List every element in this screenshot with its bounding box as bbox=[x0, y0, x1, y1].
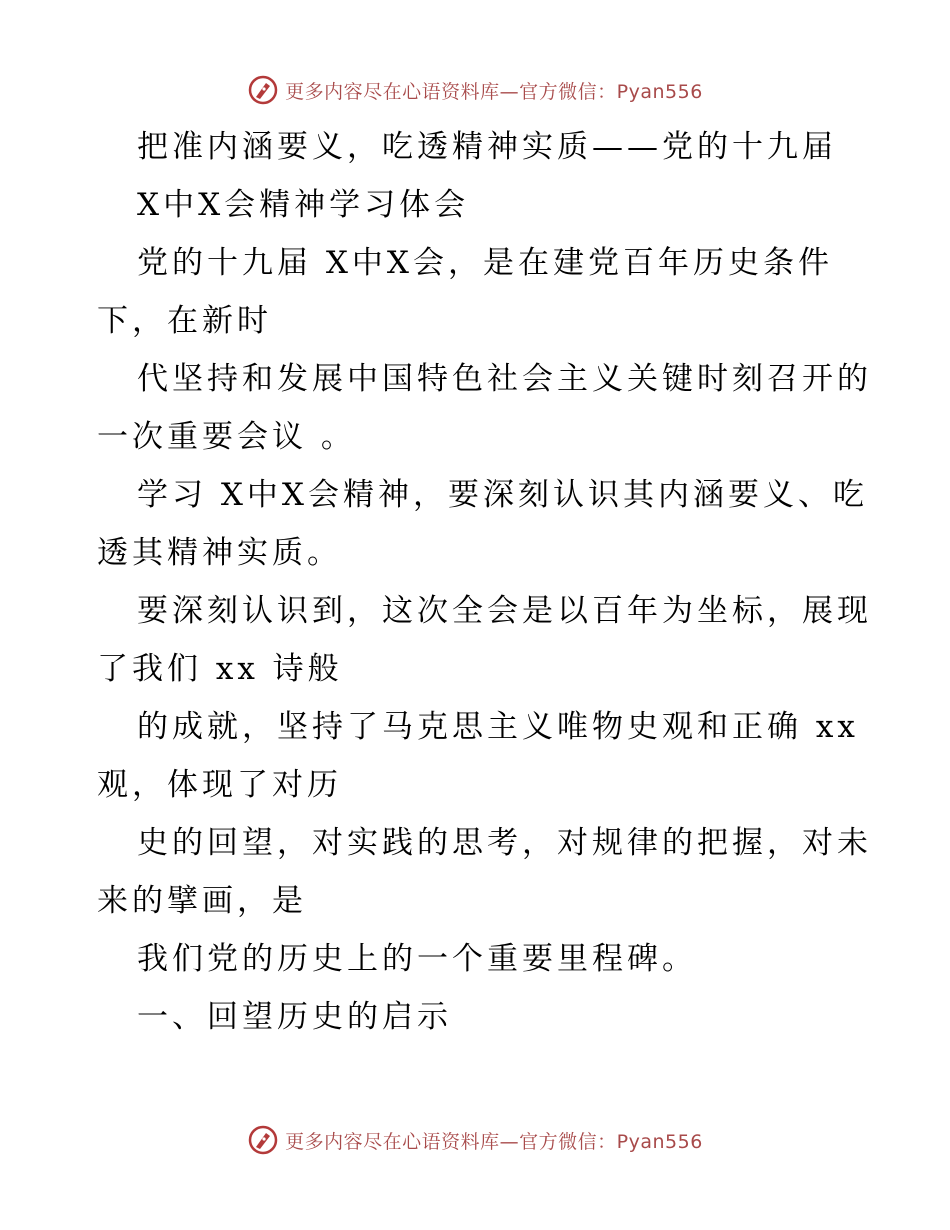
paragraph-line: 来的擘画，是 bbox=[97, 883, 307, 919]
header-watermark bbox=[0, 70, 950, 110]
title-line-1: 把准内涵要义，吃透精神实质——党的十九届 bbox=[137, 129, 837, 165]
paragraph-line: 党的十九届 X中X会，是在建党百年历史条件 bbox=[137, 245, 833, 281]
footer-watermark bbox=[0, 1120, 950, 1160]
paragraph-line: 要深刻认识到，这次全会是以百年为坐标，展现 bbox=[137, 593, 872, 629]
paragraph-line: 史的回望，对实践的思考，对规律的把握，对未 bbox=[137, 825, 872, 861]
watermark-text: 更多内容尽在心语资料库—官方微信：Pyan556 bbox=[285, 80, 703, 103]
title-line-2: X中X会精神学习体会 bbox=[137, 187, 470, 223]
document-body bbox=[97, 118, 897, 1046]
pen-nib-logo-icon bbox=[247, 74, 279, 106]
paragraph-line: 下，在新时 bbox=[97, 303, 272, 339]
paragraph-line: 学习 X中X会精神，要深刻认识其内涵要义、吃 bbox=[137, 477, 868, 513]
section-heading: 一、回望历史的启示 bbox=[137, 999, 452, 1035]
paragraph-line: 观，体现了对历 bbox=[97, 767, 342, 803]
paragraph-line: 一次重要会议 。 bbox=[97, 419, 356, 455]
paragraph-line: 代坚持和发展中国特色社会主义关键时刻召开的 bbox=[137, 361, 872, 397]
paragraph-line: 透其精神实质。 bbox=[97, 535, 342, 571]
watermark-text: 更多内容尽在心语资料库—官方微信：Pyan556 bbox=[285, 1130, 703, 1153]
paragraph-line: 了我们 xx 诗般 bbox=[97, 651, 343, 687]
paragraph-line: 的成就，坚持了马克思主义唯物史观和正确 xx bbox=[137, 709, 859, 745]
paragraph-line: 我们党的历史上的一个重要里程碑。 bbox=[137, 941, 697, 977]
pen-nib-logo-icon bbox=[247, 1124, 279, 1156]
